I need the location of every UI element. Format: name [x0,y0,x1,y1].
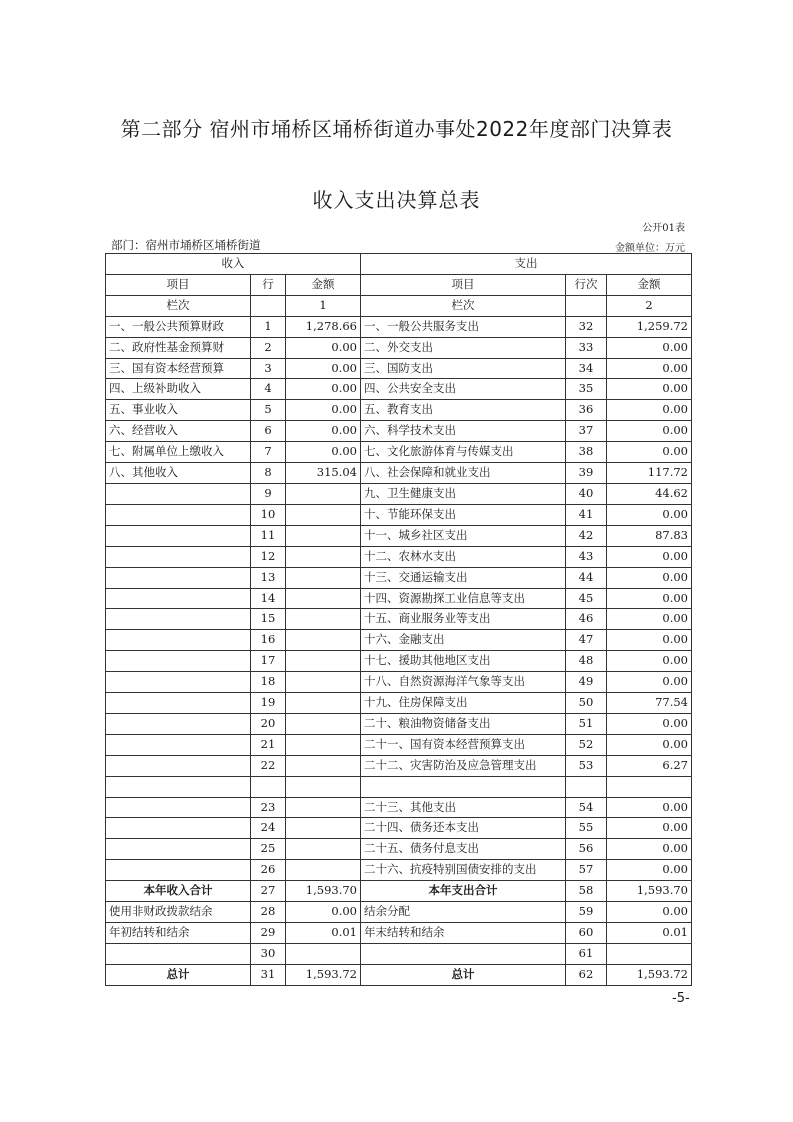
income-line-cell: 22 [251,755,286,776]
expense-line-cell: 48 [566,651,607,672]
expense-line-cell: 54 [566,797,607,818]
expense-amount-cell: 0.00 [607,588,692,609]
expense-amount-cell: 77.54 [607,693,692,714]
income-index-label: 栏次 [106,295,251,316]
income-line-cell: 20 [251,713,286,734]
expense-item-cell: 十一、城乡社区支出 [361,525,566,546]
expense-amount-cell: 0.00 [607,400,692,421]
income-item-cell: 五、事业收入 [106,400,251,421]
income-item-cell [106,609,251,630]
income-item-cell [106,776,251,797]
income-amount-cell [286,734,361,755]
summary-row [106,964,692,985]
expense-item-cell: 二、外交支出 [361,337,566,358]
income-line-cell: 21 [251,734,286,755]
summary-row [106,922,692,943]
income-amount-cell [286,860,361,881]
expense-line-cell: 34 [566,358,607,379]
expense-item-cell: 本年支出合计 [361,881,566,902]
table-row [106,734,692,755]
summary-row [106,902,692,923]
income-item-cell [106,693,251,714]
expense-item-cell: 七、文化旅游体育与传媒支出 [361,442,566,463]
income-item-cell [106,567,251,588]
income-line-cell: 28 [251,902,286,923]
income-item-cell: 二、政府性基金预算财 [106,337,251,358]
expense-amount-cell: 0.00 [607,860,692,881]
income-line-cell: 11 [251,525,286,546]
income-expense-table [105,253,692,986]
income-item-cell: 三、国有资本经营预算 [106,358,251,379]
income-amount-cell [286,818,361,839]
income-amount-cell [286,483,361,504]
expense-amount-cell: 0.00 [607,651,692,672]
table-row [106,818,692,839]
income-amount-cell [286,651,361,672]
income-item-cell [106,860,251,881]
expense-line-cell [566,776,607,797]
income-line-cell: 9 [251,483,286,504]
income-line-header: 行 [251,274,286,295]
table-row [106,839,692,860]
table-row [106,672,692,693]
income-line-cell: 8 [251,463,286,484]
income-amount-cell: 1,278.66 [286,316,361,337]
amount-unit: 金额单位：万元 [615,243,685,254]
expense-amount-cell: 0.00 [607,609,692,630]
expense-line-cell: 38 [566,442,607,463]
table-row [106,693,692,714]
income-item-cell: 本年收入合计 [106,881,251,902]
income-amount-cell: 0.00 [286,421,361,442]
expense-line-cell: 60 [566,922,607,943]
table-row [106,546,692,567]
income-line-cell: 18 [251,672,286,693]
income-amount-cell: 1,593.70 [286,881,361,902]
expense-amount-cell: 1,593.70 [607,881,692,902]
table-row [106,630,692,651]
table-row [106,776,692,797]
income-line-cell: 26 [251,860,286,881]
expense-line-cell: 44 [566,567,607,588]
income-amount-cell: 1,593.72 [286,964,361,985]
income-item-cell [106,525,251,546]
expense-amount-cell: 0.00 [607,567,692,588]
expense-amount-cell: 0.01 [607,922,692,943]
table-row [106,713,692,734]
expense-line-cell: 41 [566,504,607,525]
expense-line-cell: 33 [566,337,607,358]
income-amount-cell: 0.00 [286,337,361,358]
income-item-cell [106,588,251,609]
expense-amount-cell: 0.00 [607,672,692,693]
column-index-row [106,295,692,316]
income-item-cell [106,630,251,651]
table-row [106,797,692,818]
expense-line-cell: 59 [566,902,607,923]
expense-line-cell: 37 [566,421,607,442]
income-item-cell [106,483,251,504]
expense-amount-cell: 0.00 [607,546,692,567]
income-amount-cell [286,630,361,651]
income-line-cell: 25 [251,839,286,860]
expense-amount-cell: 0.00 [607,839,692,860]
expense-amount-cell: 6.27 [607,755,692,776]
expense-line-cell: 58 [566,881,607,902]
expense-line-cell: 47 [566,630,607,651]
expense-line-cell: 42 [566,525,607,546]
expense-item-cell: 十八、自然资源海洋气象等支出 [361,672,566,693]
expense-amount-cell: 0.00 [607,734,692,755]
income-amount-cell [286,546,361,567]
expense-line-cell: 49 [566,672,607,693]
table-row [106,337,692,358]
expense-item-cell: 九、卫生健康支出 [361,483,566,504]
expense-line-cell: 57 [566,860,607,881]
expense-amount-cell [607,943,692,964]
table-row [106,483,692,504]
page-number: -5- [672,991,690,1006]
expense-line-cell: 51 [566,713,607,734]
table-row [106,588,692,609]
expense-section-header: 支出 [361,254,692,275]
expense-item-cell: 十四、资源勘探工业信息等支出 [361,588,566,609]
income-item-cell [106,672,251,693]
income-item-cell: 八、其他收入 [106,463,251,484]
column-header-row [106,274,692,295]
expense-item-cell: 三、国防支出 [361,358,566,379]
income-line-cell: 7 [251,442,286,463]
income-amount-cell [286,755,361,776]
expense-line-cell: 61 [566,943,607,964]
expense-line-cell: 56 [566,839,607,860]
expense-line-cell: 36 [566,400,607,421]
income-amount-cell [286,672,361,693]
expense-index-col: 2 [607,295,692,316]
expense-item-cell: 二十五、债务付息支出 [361,839,566,860]
expense-index-label: 栏次 [361,295,566,316]
income-line-cell: 5 [251,400,286,421]
income-amount-cell [286,713,361,734]
expense-line-cell: 43 [566,546,607,567]
expense-item-cell: 结余分配 [361,902,566,923]
table-row [106,463,692,484]
income-amount-cell [286,839,361,860]
expense-line-cell: 50 [566,693,607,714]
income-amount-cell [286,693,361,714]
expense-line-cell: 46 [566,609,607,630]
expense-item-cell [361,943,566,964]
expense-amount-header: 金额 [607,274,692,295]
expense-amount-cell: 0.00 [607,797,692,818]
expense-item-header: 项目 [361,274,566,295]
income-amount-cell: 0.00 [286,400,361,421]
income-line-cell: 3 [251,358,286,379]
income-line-cell: 31 [251,964,286,985]
income-line-cell: 6 [251,421,286,442]
income-amount-cell: 315.04 [286,463,361,484]
income-line-cell: 14 [251,588,286,609]
income-item-cell [106,818,251,839]
expense-item-cell: 十三、交通运输支出 [361,567,566,588]
expense-line-cell: 52 [566,734,607,755]
income-amount-cell [286,776,361,797]
table-row [106,525,692,546]
expense-item-cell [361,776,566,797]
table-row [106,421,692,442]
income-line-cell: 4 [251,379,286,400]
expense-amount-cell: 44.62 [607,483,692,504]
form-number: 公开01表 [642,223,685,234]
table-row [106,316,692,337]
expense-item-cell: 十五、商业服务业等支出 [361,609,566,630]
income-amount-cell: 0.00 [286,358,361,379]
income-line-cell: 1 [251,316,286,337]
expense-item-cell: 八、社会保障和就业支出 [361,463,566,484]
expense-item-cell: 年末结转和结余 [361,922,566,943]
expense-amount-cell: 0.00 [607,902,692,923]
expense-amount-cell: 0.00 [607,713,692,734]
expense-item-cell: 十六、金融支出 [361,630,566,651]
expense-line-cell: 40 [566,483,607,504]
income-amount-cell: 0.00 [286,379,361,400]
income-item-cell [106,713,251,734]
expense-amount-cell: 1,259.72 [607,316,692,337]
expense-item-cell: 二十、粮油物资储备支出 [361,713,566,734]
income-item-cell [106,651,251,672]
table-title: 收入支出决算总表 [312,188,481,212]
expense-amount-cell: 0.00 [607,421,692,442]
income-line-cell: 15 [251,609,286,630]
income-amount-cell [286,504,361,525]
income-line-cell: 16 [251,630,286,651]
expense-item-cell: 十九、住房保障支出 [361,693,566,714]
expense-line-cell: 45 [566,588,607,609]
table-row [106,442,692,463]
expense-item-cell: 十、节能环保支出 [361,504,566,525]
income-line-cell: 17 [251,651,286,672]
income-amount-cell [286,588,361,609]
summary-row [106,881,692,902]
income-item-cell [106,943,251,964]
income-line-cell: 24 [251,818,286,839]
table-row [106,567,692,588]
expense-line-cell: 35 [566,379,607,400]
income-amount-cell [286,943,361,964]
expense-amount-cell: 1,593.72 [607,964,692,985]
expense-amount-cell: 0.00 [607,630,692,651]
table-row [106,755,692,776]
income-item-cell: 总计 [106,964,251,985]
income-line-cell [251,776,286,797]
page-title: 第二部分 宿州市埇桥区埇桥街道办事处2022年度部门决算表 [120,117,673,141]
income-line-cell: 19 [251,693,286,714]
expense-line-header: 行次 [566,274,607,295]
income-line-cell: 12 [251,546,286,567]
expense-item-cell: 十二、农林水支出 [361,546,566,567]
expense-item-cell: 二十三、其他支出 [361,797,566,818]
table-row [106,860,692,881]
income-item-cell: 使用非财政拨款结余 [106,902,251,923]
department-label: 部门：宿州市埇桥区埇桥街道 [111,238,261,252]
expense-amount-cell [607,776,692,797]
income-item-cell: 四、上级补助收入 [106,379,251,400]
expense-index-empty [566,295,607,316]
income-item-cell [106,797,251,818]
income-item-cell: 七、附属单位上缴收入 [106,442,251,463]
table-row [106,504,692,525]
expense-amount-cell: 0.00 [607,379,692,400]
expense-item-cell: 二十二、灾害防治及应急管理支出 [361,755,566,776]
income-item-header: 项目 [106,274,251,295]
income-line-cell: 13 [251,567,286,588]
income-line-cell: 23 [251,797,286,818]
expense-item-cell: 一、一般公共服务支出 [361,316,566,337]
expense-amount-cell: 0.00 [607,504,692,525]
income-line-cell: 10 [251,504,286,525]
income-line-cell: 30 [251,943,286,964]
expense-item-cell: 六、科学技术支出 [361,421,566,442]
expense-item-cell: 二十四、债务还本支出 [361,818,566,839]
expense-line-cell: 62 [566,964,607,985]
income-section-header: 收入 [106,254,361,275]
expense-item-cell: 总计 [361,964,566,985]
table-row [106,358,692,379]
income-item-cell [106,546,251,567]
income-item-cell: 六、经营收入 [106,421,251,442]
income-amount-cell [286,567,361,588]
income-amount-cell: 0.00 [286,902,361,923]
income-line-cell: 27 [251,881,286,902]
income-amount-cell [286,525,361,546]
expense-item-cell: 四、公共安全支出 [361,379,566,400]
expense-amount-cell: 87.83 [607,525,692,546]
income-amount-header: 金额 [286,274,361,295]
expense-line-cell: 32 [566,316,607,337]
expense-amount-cell: 0.00 [607,358,692,379]
income-item-cell [106,734,251,755]
table-row [106,609,692,630]
income-amount-cell: 0.01 [286,922,361,943]
expense-amount-cell: 0.00 [607,337,692,358]
income-amount-cell [286,609,361,630]
expense-item-cell: 二十六、抗疫特别国债安排的支出 [361,860,566,881]
income-item-cell [106,755,251,776]
income-item-cell [106,504,251,525]
income-amount-cell [286,797,361,818]
expense-item-cell: 二十一、国有资本经营预算支出 [361,734,566,755]
expense-amount-cell: 0.00 [607,818,692,839]
expense-line-cell: 39 [566,463,607,484]
income-item-cell: 一、一般公共预算财政 [106,316,251,337]
expense-amount-cell: 0.00 [607,442,692,463]
section-header-row [106,254,692,275]
income-index-empty [251,295,286,316]
expense-item-cell: 五、教育支出 [361,400,566,421]
income-item-cell [106,839,251,860]
summary-row [106,943,692,964]
income-item-cell: 年初结转和结余 [106,922,251,943]
income-index-col: 1 [286,295,361,316]
expense-item-cell: 十七、援助其他地区支出 [361,651,566,672]
income-amount-cell: 0.00 [286,442,361,463]
table-row [106,651,692,672]
table-row [106,400,692,421]
income-line-cell: 2 [251,337,286,358]
expense-line-cell: 53 [566,755,607,776]
table-row [106,379,692,400]
income-line-cell: 29 [251,922,286,943]
expense-amount-cell: 117.72 [607,463,692,484]
expense-line-cell: 55 [566,818,607,839]
